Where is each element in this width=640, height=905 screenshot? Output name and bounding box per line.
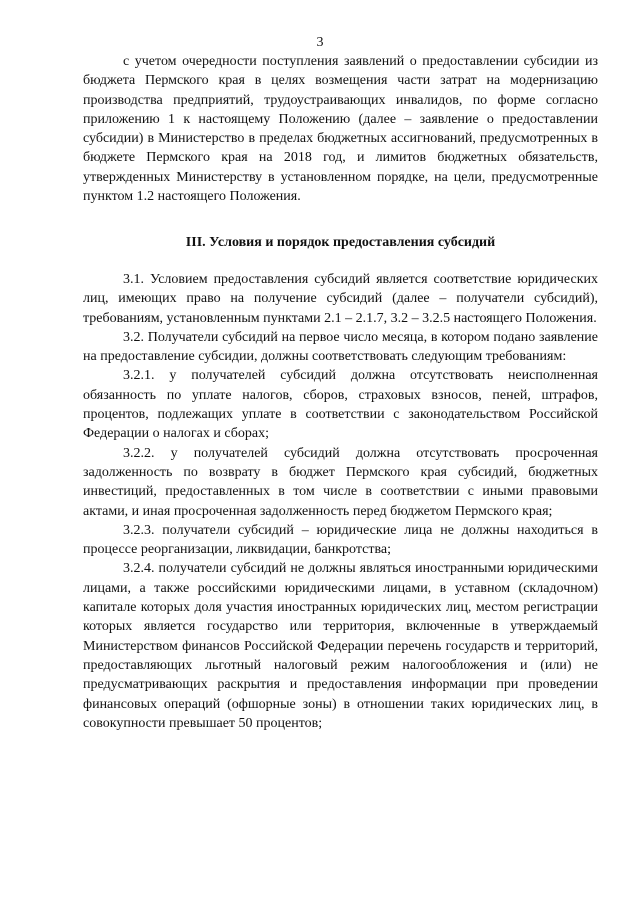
paragraph-3-2-1: 3.2.1. у получателей субсидий должна отсутствовать неисполненная обязанность по уплате налогов, сборов, страховых взносов, пеней, штрафов, процентов, подлежащих уплате в соответствии с законодательством Российской Федерации о налогах и сборах; xyxy=(83,368,598,442)
paragraph-3-2-4: 3.2.4. получатели субсидий не должны являться иностранными юридическими лицами, а также российскими юридическими лицами, в уставном (складочном) капитале которых доля участия иностранных юридических лиц, местом регистрации которых является государство или территория, включенные в утверждаемый Министерством финансов Российской Федерации перечень государств и территорий, предоставляющих льготный налоговый режим налогообложения и (или) не предусматривающих раскрытия и предоставления информации при проведении финансовых операций (офшорные зоны) в отношении таких юридических лиц, в совокупности превышает 50 процентов; xyxy=(83,561,598,731)
intro-block xyxy=(83,52,598,206)
section-heading: III. Условия и порядок предоставления субсидий xyxy=(185,235,496,250)
page-number: 3 xyxy=(316,35,324,50)
section-body xyxy=(83,270,598,733)
paragraph-3-1: 3.1. Условием предоставления субсидий является соответствие юридических лиц, имеющих право на получение субсидий (далее – получатели субсидий), требованиям, установленным пунктами 2.1 – 2.1.7, 3.2 – 3.2.5 настоящего Положения. xyxy=(83,272,598,326)
paragraph-3-2: 3.2. Получатели субсидий на первое число месяца, в котором подано заявление на предоставление субсидии, должны соответствовать следующим требованиям: xyxy=(83,329,598,365)
intro-paragraph: с учетом очередности поступления заявлений о предоставлении субсидии из бюджета Пермского края в целях возмещения части затрат на модернизацию производства предприятий, трудоустраивающих инвалидов, по форме согласно приложению 1 к настоящему Положению (далее – заявление о предоставлении субсидии) в Министерство в пределах бюджетных ассигнований, предусмотренных в бюджете Пермского края на 2018 год, и лимитов бюджетных обязательств, утвержденных Министерству в установленном порядке, на цели, предусмотренные пунктом 1.2 настоящего Положения. xyxy=(83,54,598,205)
paragraph-3-2-2: 3.2.2. у получателей субсидий должна отсутствовать просроченная задолженность по возврату в бюджет Пермского края субсидий, бюджетных инвестиций, предоставленных в том числе в соответствии с иными правовыми актами, и иная просроченная задолженность перед бюджетом Пермского края; xyxy=(83,445,598,519)
paragraph-3-2-3: 3.2.3. получатели субсидий – юридические лица не должны находиться в процессе реорганизации, ликвидации, банкротства; xyxy=(83,522,598,558)
